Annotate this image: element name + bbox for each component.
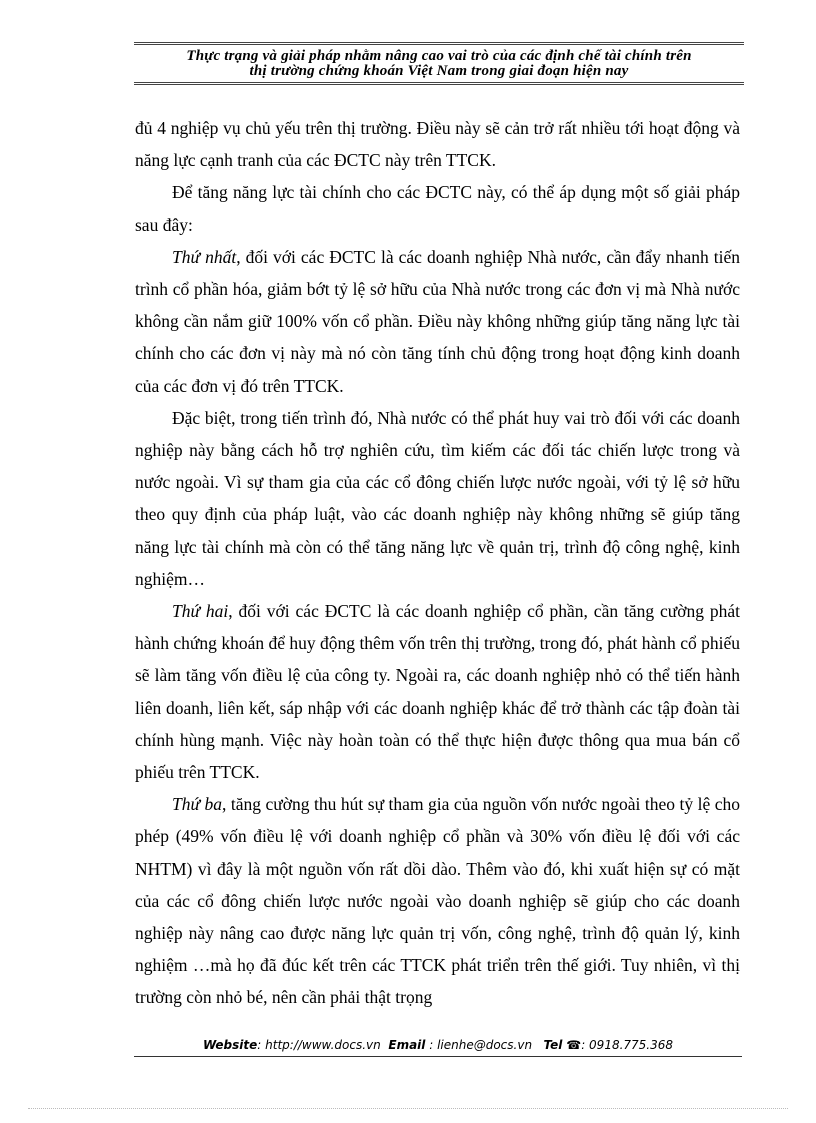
header-title-line-2: thị trường chứng khoán Việt Nam trong giai đoạn hiện nay	[249, 63, 629, 79]
header-rule-bottom	[134, 82, 744, 85]
footer-website-link[interactable]: : http://www.docs.vn	[257, 1038, 381, 1052]
paragraph-3-lead: Thứ nhất	[172, 246, 237, 267]
footer-tel-label: Tel	[543, 1038, 563, 1052]
footer-tel-value: : 0918.775.368	[581, 1038, 674, 1052]
paragraph-5	[135, 595, 740, 788]
paragraph-1: đủ 4 nghiệp vụ chủ yếu trên thị trường. Điều này sẽ cản trở rất nhiều tới hoạt động và năng lực cạnh tranh của các ĐCTC này trên TTCK.	[135, 118, 740, 171]
header-title-line-1: Thực trạng và giải pháp nhằm nâng cao vai trò của các định chế tài chính trên	[186, 48, 692, 64]
paragraph-4: Đặc biệt, trong tiến trình đó, Nhà nước có thể phát huy vai trò đối với các doanh nghiệp này bằng cách hỗ trợ nghiên cứu, tìm kiếm các đối tác chiến lược trong và nước ngoài. Vì sự tham gia của các cổ đông chiến lược nước ngoài, với tỷ lệ sở hữu theo quy định của pháp luật, vào các doanh nghiệp này không những sẽ giúp tăng năng lực tài chính mà còn có thể tăng năng lực về quản trị, trình độ công nghệ, kinh nghiệm…	[135, 407, 740, 589]
footer-rule	[134, 1056, 742, 1057]
paragraph-5-lead: Thứ hai	[172, 601, 229, 622]
phone-icon: ☎	[566, 1038, 582, 1052]
paragraph-2: Để tăng năng lực tài chính cho các ĐCTC này, có thể áp dụng một số giải pháp sau đây:	[135, 182, 740, 235]
paragraph-6	[135, 788, 740, 1013]
paragraph-6-lead: Thứ ba	[172, 794, 223, 815]
footer-website-label: Website	[202, 1038, 258, 1052]
page-header	[134, 49, 744, 79]
paragraph-3-text: , đối với các ĐCTC là các doanh nghiệp Nhà nước, cần đẩy nhanh tiến trình cổ phần hóa, giảm bớt tỷ lệ sở hữu của Nhà nước trong các đơn vị mà Nhà nước không cần nắm giữ 100% vốn cổ phần. Điều này không những giúp tăng năng lực tài chính cho các đơn vị này mà nó còn tăng tính chủ động trong hoạt động kinh doanh của các đơn vị đó trên TTCK.	[135, 246, 740, 396]
page-edge-divider	[28, 1108, 788, 1109]
header-rule-top	[134, 42, 744, 45]
paragraph-3	[135, 241, 740, 402]
footer-email-link[interactable]: : lienhe@docs.vn	[425, 1038, 533, 1052]
document-body	[135, 112, 740, 1014]
page-footer	[134, 1038, 742, 1052]
paragraph-6-text: , tăng cường thu hút sự tham gia của nguồn vốn nước ngoài theo tỷ lệ cho phép (49% vốn điều lệ với doanh nghiệp cổ phần và 30% vốn điều lệ đối với các NHTM) vì đây là một nguồn vốn rất dồi dào. Thêm vào đó, khi xuất hiện sự có mặt của các cổ đông chiến lược nước ngoài vào doanh nghiệp sẽ giúp cho các doanh nghiệp này nâng cao được năng lực quản trị vốn, công nghệ, trình độ quản lý, kinh nghiệm …mà họ đã đúc kết trên các TTCK phát triển trên thế giới. Tuy nhiên, vì thị trường còn nhỏ bé, nên cần phải thật trọng	[135, 794, 740, 1008]
footer-email-label: Email	[388, 1038, 426, 1052]
paragraph-5-text: , đối với các ĐCTC là các doanh nghiệp cổ phần, cần tăng cường phát hành chứng khoán để huy động thêm vốn trên thị trường, trong đó, phát hành cổ phiếu sẽ làm tăng vốn điều lệ của công ty. Ngoài ra, các doanh nghiệp nhỏ có thể tiến hành liên doanh, liên kết, sáp nhập với các doanh nghiệp khác để trở thành các tập đoàn tài chính hùng mạnh. Việc này hoàn toàn có thể thực hiện được thông qua mua bán cổ phiếu trên TTCK.	[135, 601, 740, 783]
